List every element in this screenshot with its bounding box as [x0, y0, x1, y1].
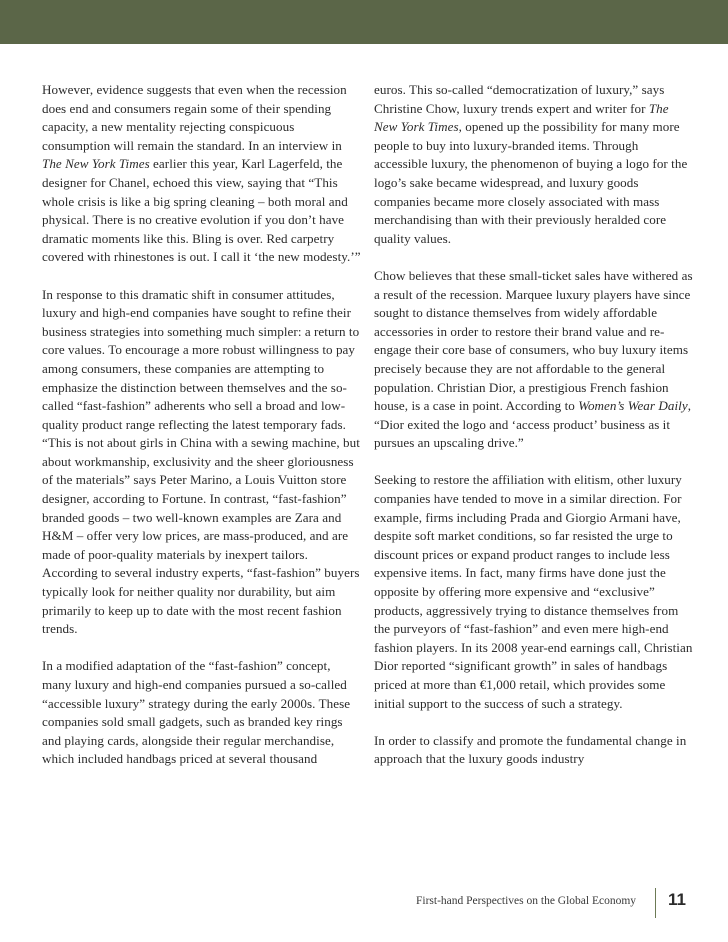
text-run: However, evidence suggests that even when the recession does end and consumers regain some of their spending capacity, a new mentality rejecting conspicuous consumption will remain the standard. In an interview in	[42, 82, 347, 153]
page-number: 11	[668, 890, 686, 909]
header-band	[0, 0, 728, 44]
right-paragraph-2	[374, 267, 694, 453]
publication-italic: The New York Times	[42, 156, 150, 172]
text-run: euros. This so-called “democratization of luxury,” says Christine Chow, luxury trends expert and writer for	[374, 82, 665, 116]
text-run: , “Dior exited the logo and ‘access product’ business as it pursues an upscaling drive.”	[374, 398, 692, 451]
text-run: Chow believes that these small-ticket sales have withered as a result of the recession. Marquee luxury players have since sought to distance themselves from widely affordable accessories in order to restore their brand value and re-engage their core base of consumers, who buy luxury items precisely because they are not affordable to the general population. Christian Dior, a prestigious French fashion house, is a case in point. According to	[374, 267, 693, 414]
left-paragraph-2: In response to this dramatic shift in consumer attitudes, luxury and high-end companies have sought to refine their business strategies into something much simpler: a return to core values. To encourage a more robust willingness to pay among consumers, these companies are attempting to emphasize the distinction between themselves and the so-called “fast-fashion” adherents who sell a broad and low-quality product range reflecting the latest temporary fads. “This is not about girls in China with a sewing machine, but about workmanship, exclusivity and the sheer gloriousness of the materials” says Peter Marino, a Louis Vuitton store designer, according to Fortune. In contrast, “fast-fashion” branded goods – two well-known examples are Zara and H&M – offer very low prices, are mass-produced, and are made of poor-quality materials by inexpert tailors. According to several industry experts, “fast-fashion” buyers typically look for neither quality nor durability, but aim primarily to keep up to date with the most recent fashion trends.	[42, 286, 360, 637]
footer-divider	[655, 888, 656, 918]
right-paragraph-3: Seeking to restore the affiliation with elitism, other luxury companies have tended to move in a similar direction. For example, firms including Prada and Giorgio Armani have, despite soft market conditions, so far resisted the urge to discount prices or expand product ranges to include less expensive items. In fact, many firms have done just the opposite by offering more expensive and “exclusive” products, aggressively trying to distance themselves from the purveyors of “fast-fashion” and even mere high-end fashion players. In its 2008 year-end earnings call, Christian Dior reported “significant growth” in sales of handbags priced at more than €1,000 retail, which provides some initial support to the success of such a strategy.	[374, 472, 693, 711]
footer-publication: First-hand Perspectives on the Global Economy	[416, 895, 637, 907]
publication-italic: Women’s Wear Daily	[578, 398, 688, 414]
left-paragraph-1	[42, 81, 362, 267]
right-column	[374, 81, 694, 788]
text-run: earlier this year, Karl Lagerfeld, the designer for Chanel, echoed this view, saying that “This whole crisis is like a big spring cleaning – both moral and physical. There is no creative evolution if you don’t have dramatic moments like this. Bling is over. Red carpetry covered with rhinestones is out. I call it ‘the new modesty.’”	[42, 156, 361, 265]
left-column	[42, 81, 362, 788]
right-paragraph-1	[374, 81, 694, 248]
publication-italic: The New York Times	[374, 100, 669, 135]
left-paragraph-3: In a modified adaptation of the “fast-fashion” concept, many luxury and high-end companies pursued a so-called “accessible luxury” strategy during the early 2000s. These companies sold small gadgets, such as branded key rings and playing cards, alongside their regular merchandise, which included handbags priced at several thousand	[42, 658, 351, 767]
right-paragraph-4: In order to classify and promote the fundamental change in approach that the luxury goods industry	[374, 732, 687, 767]
text-run: , opened up the possibility for many more people to buy into luxury-branded items. Through accessible luxury, the phenomenon of buying a logo for the logo’s sake became widespread, and luxury goods companies became more closely associated with mass merchandising than with their previously heralded core quality values.	[374, 119, 688, 246]
